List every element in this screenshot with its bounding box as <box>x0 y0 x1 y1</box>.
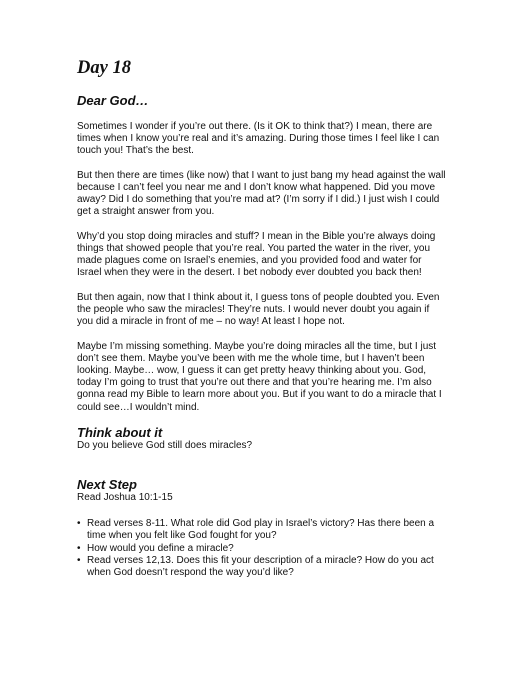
letter-paragraph-2: But then there are times (like now) that I want to just bang my head against the wall because I can’t feel you near me and I don’t know what happened. Did you move away? Did I do something that you’re mad at? (I’m sorry if I did.) I just wish I could get a straight answer from you. <box>77 169 446 218</box>
greeting-heading: Dear God… <box>77 93 149 108</box>
letter-paragraph-1: Sometimes I wonder if you’re out there. (Is it OK to think that?) I mean, there are times when I know you’re real and it’s amazing. During those times I feel like I can touch you! That’s the best. <box>77 121 440 157</box>
next-step-reading: Read Joshua 10:1-15 <box>77 492 173 504</box>
devotional-page <box>77 57 447 579</box>
list-item <box>77 555 447 579</box>
next-step-heading: Next Step <box>77 477 137 493</box>
list-item-text: Read verses 8-11. What role did God play in Israel’s victory? Has there been a time when you felt like God fought for you? <box>87 518 435 542</box>
think-about-it-heading: Think about it <box>77 424 163 440</box>
list-item <box>77 543 447 555</box>
think-about-it-question: Do you believe God still does miracles? <box>77 439 253 451</box>
list-item-text: How would you define a miracle? <box>87 542 234 554</box>
day-title: Day 18 <box>77 58 131 78</box>
bullet-icon: • <box>77 554 81 566</box>
letter-body <box>77 121 447 414</box>
list-item <box>77 518 447 542</box>
next-step-list <box>77 518 447 579</box>
bullet-icon: • <box>77 518 81 530</box>
list-item-text: Read verses 12,13. Does this fit your description of a miracle? How do you act when God doesn’t respond the way you’d like? <box>87 554 434 579</box>
bullet-icon: • <box>77 542 81 554</box>
letter-paragraph-4: But then again, now that I think about it, I guess tons of people doubted you. Even the people who saw the miracles! They’re nuts. I would never doubt you again if you did a miracle in front of me – no way! At least I hope not. <box>77 291 440 328</box>
letter-paragraph-5: Maybe I’m missing something. Maybe you’re doing miracles all the time, but I just don’t see them. Maybe you’ve been with me the whole time, but I haven’t been looking. Maybe… wow, I guess it can get pretty heavy thinking about you. God, today I’m going to trust that you’re out there and that you’re hearing me. I’m also gonna read my Bible to learn more about you. But if you want to do a miracle that I could see…I wouldn’t mind. <box>77 340 442 413</box>
letter-paragraph-3: Why’d you stop doing miracles and stuff? I mean in the Bible you’re always doing things that showed people that you’re real. You parted the water in the river, you made plagues come on Israel’s enemies, and you provided food and water for Israel when they were in the desert. I bet nobody ever doubted you back then! <box>77 230 436 279</box>
